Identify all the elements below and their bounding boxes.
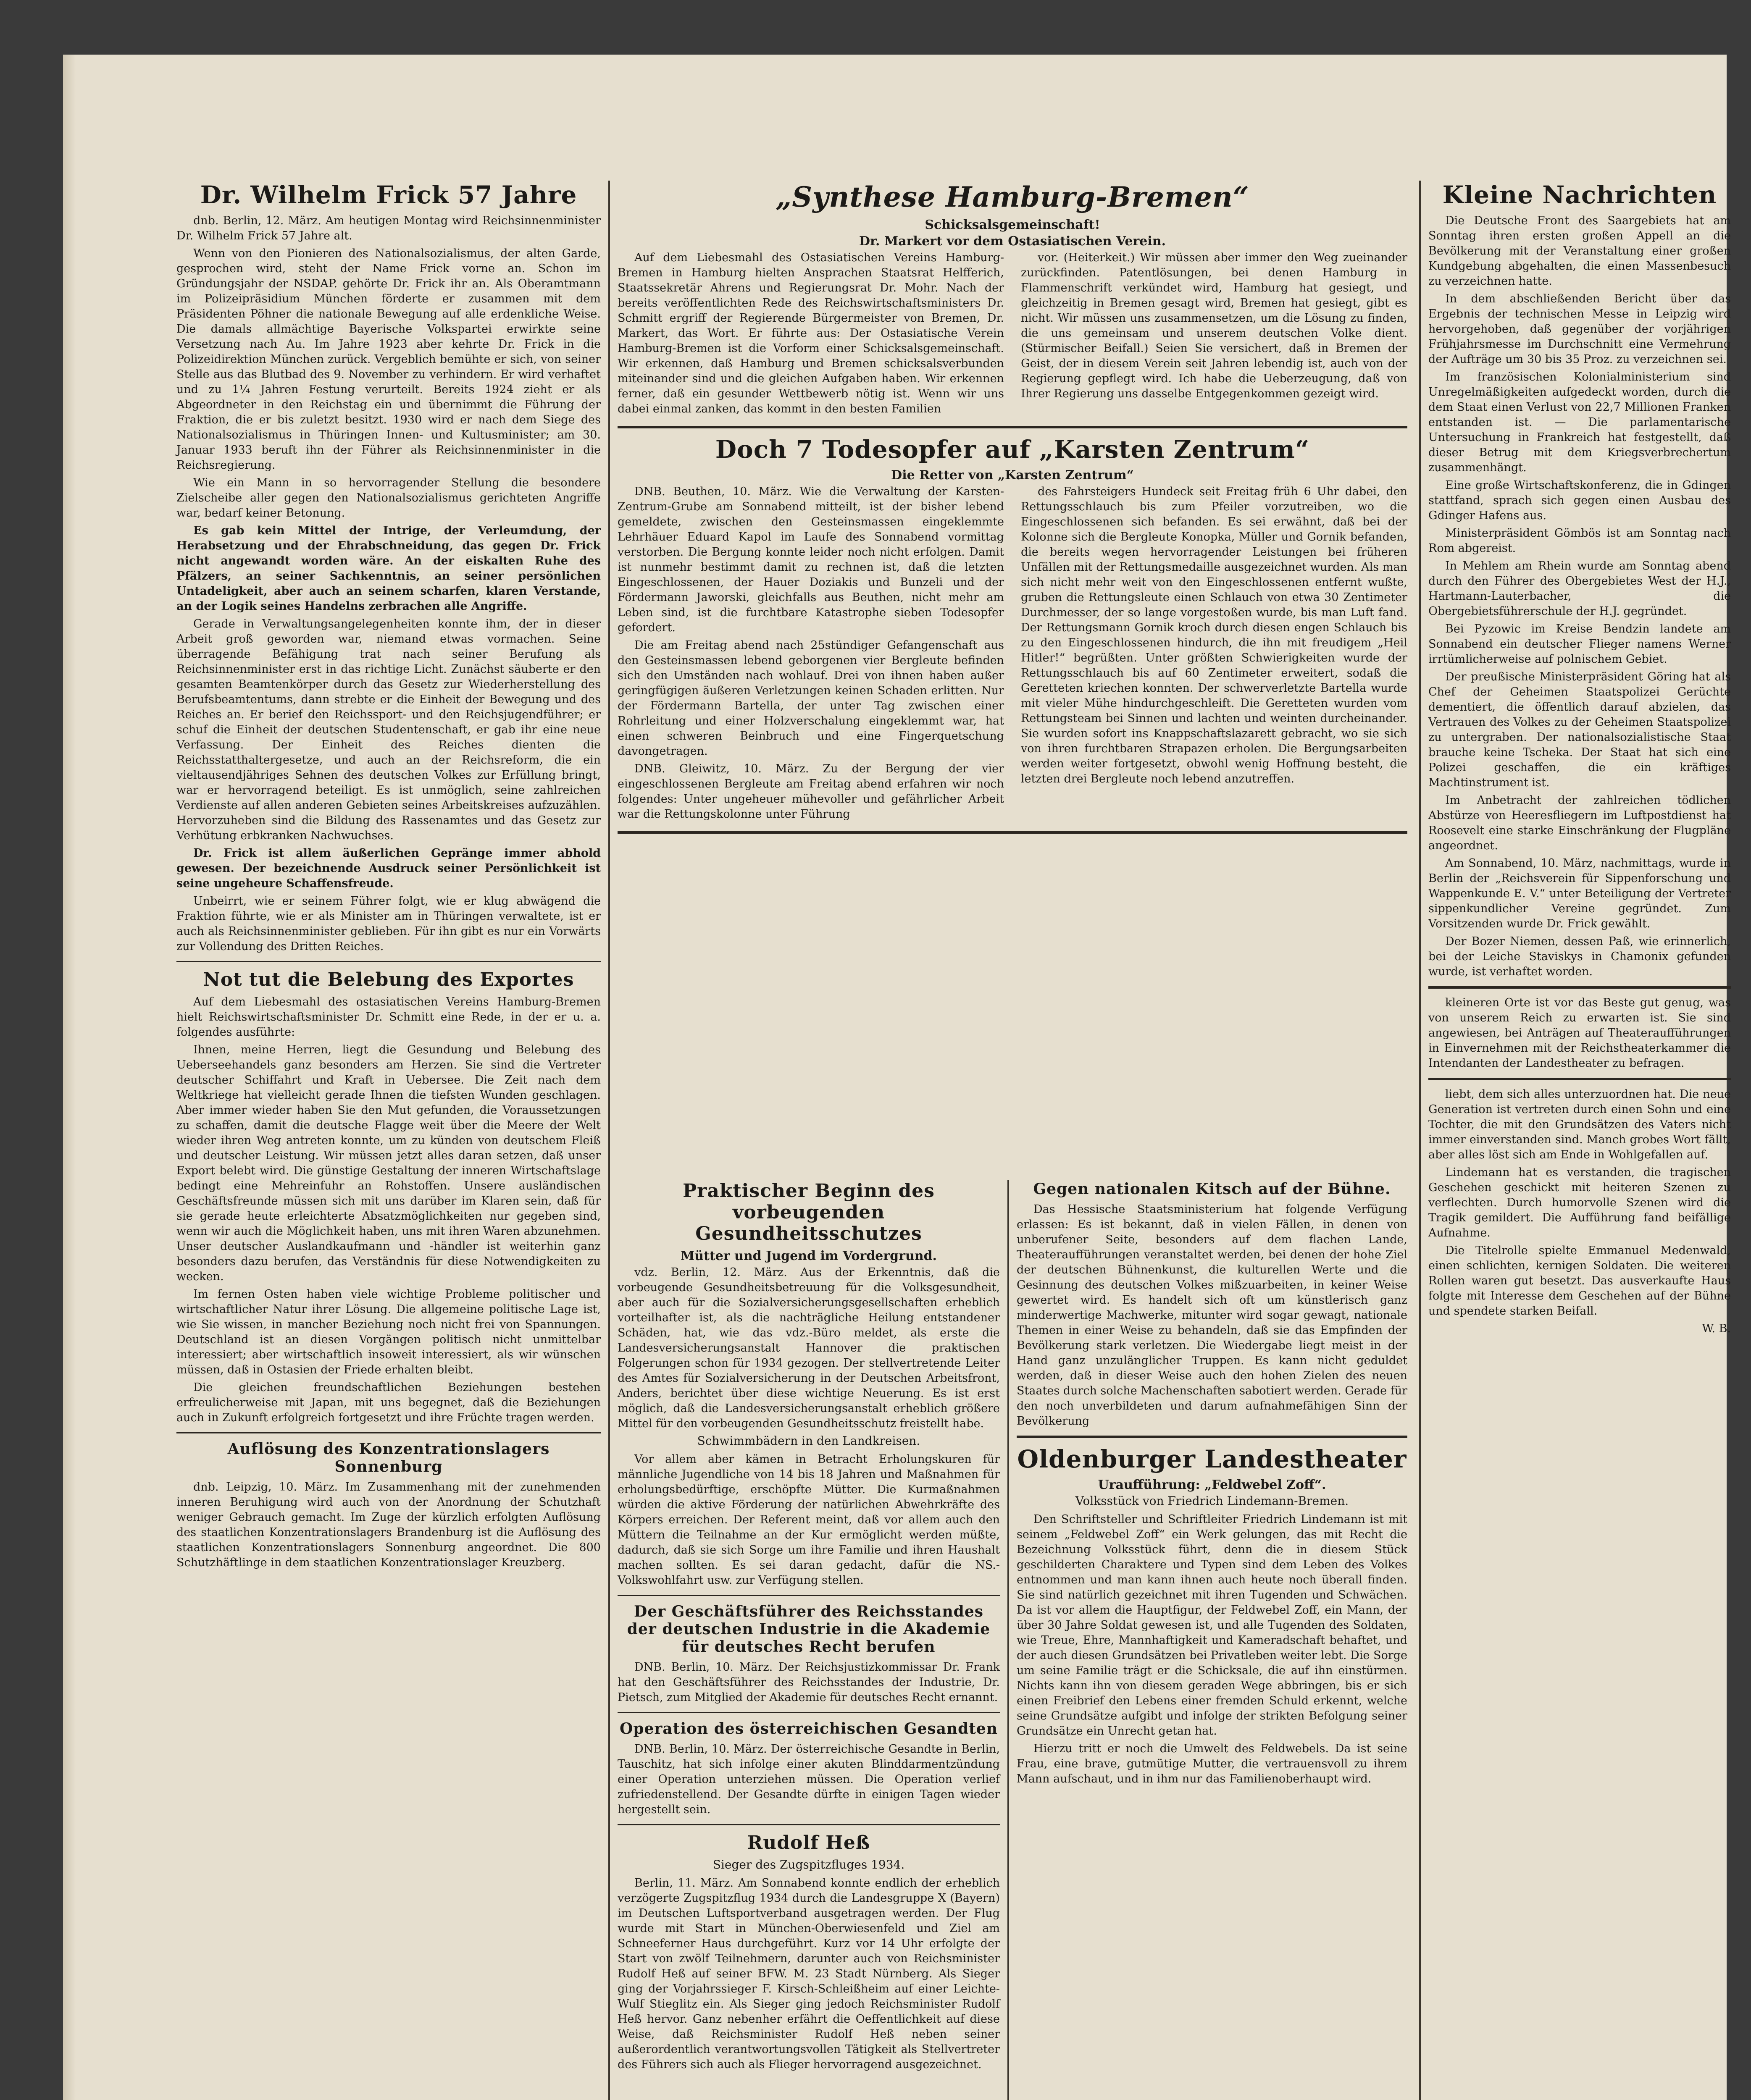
paragraph: Wie ein Mann in so hervorragender Stellung die besondere Zielscheibe aller gegen den Nationalsozialismus gerichteten Angriffe war, bedarf keiner Betonung. — [176, 476, 601, 520]
paragraph: Den Schriftsteller und Schriftleiter Friedrich Lindemann ist mit seinem „Feldwebel Zoff“ ein Werk gelungen, das mit Recht die Bezeichnung Volksstück führt, denn die in diesem Stück geschilderten Charaktere und Typen sind dem Leben des Volkes entnommen und man kann ihnen auch heute noch überall finden. Sie sind natürlich gezeichnet mit ihren Tugenden und Schwächen. Da ist vor allem die Hauptfigur, der Feldwebel Zoff, ein Mann, der über 30 Jahre Soldat gewesen ist, und alle Tugenden des Soldaten, wie Treue, Ehre, Mannhaftigkeit und Kameradschaft behaftet, und der auch diesen Grundsätzen bei Privatleben weiter lebt. Die Sorge um seine Familie trägt er die Schicksale, die auf ihn einstürmen. Nichts kann ihn von diesem geraden Wege abbringen, bis er sich einen Freibrief den Lebens einer fremden Schuld erkennt, welche seine Grundsätze aufgibt und infolge der strikten Befolgung seiner Grundsätze ein Unrecht getan hat. — [1017, 1513, 1407, 1738]
paragraph: In Mehlem am Rhein wurde am Sonntag abend durch den Führer des Obergebietes West der H.J., Hartmann-Lauterbacher, die Obergebietsführerschule der H.J. gegründet. — [1428, 559, 1731, 618]
headline-oldenburg: Oldenburger Landestheater — [1017, 1445, 1407, 1473]
paragraph: Unbeirrt, wie er seinem Führer folgt, wie er klug abwägend die Fraktion führte, wie er als Minister am in Thüringen verwaltete, ist er auch als Reichsinnenminister geblieben. Für ihn gibt es nur ein Vorwärts zur Vollendung des Dritten Reiches. — [176, 895, 601, 953]
signature: W. B. — [1702, 1322, 1731, 1335]
column-rule — [608, 181, 610, 2100]
paragraph: Das Hessische Staatsministerium hat folgende Verfügung erlassen: Es ist bekannt, daß in vielen Fällen, in denen von unberufener Seite, besonders auf dem flachen Lande, Theateraufführungen veranstaltet werden, bei denen der hohe Ziel der deutschen Bühnenkunst, die kulturellen Werte und die Gesinnung des deutschen Volkes mißzuarbeiten, in keiner Weise gewertet wird. Es handelt sich oft um künstlerisch ganz minderwertige Machwerke, mitunter wird sogar gewagt, nationale Themen in einer Weise zu behandeln, daß sie das Empfinden der Bevölkerung stark verletzen. Die Wiedergabe liegt meist in der Hand ganz unzulänglicher Truppen. Es kann nicht geduldet werden, daß in dieser Weise auch den hohen Zielen des neuen Staates durch solche Machenschaften sabotiert werden. Gerade für den noch unverbildeten und darum aufnahmefähigen Sinn der Bevölkerung — [1017, 1203, 1407, 1428]
page-edge — [63, 55, 76, 2100]
divider — [618, 426, 1407, 428]
paragraph: Bei Pyzowic im Kreise Bendzin landete am Sonnabend ein deutscher Flieger namens Werner irrtümlicherweise auf polnischem Gebiet. — [1428, 622, 1731, 666]
column-middle-top — [618, 181, 1407, 1168]
column-right — [1428, 181, 1731, 2100]
paragraph: vor. (Heiterkeit.) Wir müssen aber immer den Weg zueinander zurückfinden. Patentlösungen, bei denen Hamburg in Flammenschrift verkündet wird, Hamburg hat gesiegt, und gleichzeitig in Bremen gesagt wird, Bremen hat gesiegt, gibt es nicht. Wir müssen uns zusammensetzen, um die Lösung zu finden, die uns gemeinsam und unserem deutschen Volke dient. (Stürmischer Beifall.) Seien Sie versichert, daß in Bremen der Geist, der in diesem Verein seit Jahren lebendig ist, auch von der Regierung gepflegt wird. Ich habe die Ueberzeugung, daß von Ihrer Regierung uns dasselbe Entgegenkommen gezeigt wird. — [1021, 251, 1407, 400]
headline-kleine-nachrichten: Kleine Nachrichten — [1442, 181, 1717, 209]
paragraph: Ministerpräsident Gömbös ist am Sonntag nach Rom abgereist. — [1428, 527, 1731, 555]
headline-synthese: „Synthese Hamburg-Bremen“ — [776, 181, 1249, 213]
paragraph: Eine große Wirtschaftskonferenz, die in Gdingen stattfand, sprach sich gegen einen Ausbau des Gdinger Hafens aus. — [1428, 479, 1731, 522]
paragraph: des Fahrsteigers Hundeck seit Freitag früh 6 Uhr dabei, den Rettungsschlauch bis zum Pfeiler vorzutreiben, wo die Eingeschlossenen sich befanden. Es sei erwähnt, daß bei der Kolonne sich die Bergleute Konopka, Müller und Gornik befanden, die bereits wegen hervorragender Leistungen bei früheren Unfällen mit der Rettungsmedaille ausgezeichnet wurden. Als man sich nicht mehr weit von den Eingeschlossenen entfernt wußte, gruben die Rettungsleute einen Schlauch von etwa 30 Zentimeter Durchmesser, der so lange vorgestoßen wurde, bis man Luft fand. Der Rettungsmann Gornik kroch durch diesen engen Schlauch bis zu den Eingeschlossenen hindurch, die ihn mit freudigem „Heil Hitler!“ begrüßten. Unter größten Schwierigkeiten wurde der Rettungsschlauch bis auf 60 Zentimeter erweitert, sodaß die Geretteten kriechen konnten. Der schwerverletzte Bartella wurde mit vieler Mühe hindurchgeschleift. Die Geretteten wurden vom Rettungsteam bei Sinnen und lachten und weinten durcheinander. Sie wurden sofort ins Knappschaftslazarett gebracht, wo sie sich von ihren furchtbaren Strapazen erholen. Die Bergungsarbeiten werden weiter fortgesetzt, obwohl wenig Hoffnung besteht, die letzten drei Bergleute noch lebend anzutreffen. — [1021, 485, 1407, 785]
paragraph: liebt, dem sich alles unterzuordnen hat. Die neue Generation ist vertreten durch einen Sohn und eine Tochter, die mit den Grundsätzen des Vaters nicht immer einverstanden sind. Manch grobes Wort fällt, aber alles löst sich am Ende in Wohlgefallen auf. — [1428, 1088, 1731, 1161]
paragraph: In dem abschließenden Bericht über das Ergebnis der technischen Messe in Leipzig wird hervorgehoben, daß gegenüber der vorjährigen Frühjahrsmesse im Durchschnitt eine Vermehrung der Aufträge um 30 bis 35 Proz. zu verzeichnen sei. — [1428, 292, 1731, 366]
newspaper-page — [63, 55, 1731, 2100]
divider — [1428, 1078, 1731, 1080]
headline-kitsch: Gegen nationalen Kitsch auf der Bühne. — [1033, 1180, 1391, 1198]
divider — [1428, 986, 1731, 989]
headline-frick: Dr. Wilhelm Frick 57 Jahre — [200, 181, 577, 209]
column-rule — [1419, 181, 1421, 2100]
headline-export: Not tut die Belebung des Exportes — [203, 969, 574, 990]
divider — [176, 961, 601, 962]
paragraph: Die Deutsche Front des Saargebiets hat am Sonntag ihren ersten großen Appell an die Bevölkerung mit der Veranstaltung einer großen Kundgebung abgehalten, die einen Massenbesuch zu verzeichnen hatte. — [1428, 214, 1731, 288]
divider — [176, 1432, 601, 1433]
divider — [618, 1824, 1000, 1825]
subheadline: Uraufführung: „Feldwebel Zoff“. — [1098, 1478, 1326, 1492]
subheadline: Die Retter von „Karsten Zentrum“ — [891, 468, 1134, 483]
paragraph: Ihnen, meine Herren, liegt die Gesundung und Belebung des Ueberseehandels ganz besonders am Herzen. Sie sind die Vertreter deutscher Schiffahrt und Kraft in Uebersee. Die Zeit nach dem Weltkriege hat vielleicht gerade Ihnen die tiefsten Wunden geschlagen. Aber immer wieder haben Sie den Mut gefunden, die Voraussetzungen zu schaffen, damit die deutsche Flagge weit über die Meere der Welt wieder ihren Weg antreten konnte, um zu künden von deutschem Fleiß und deutscher Leistung. Wir müssen jetzt alles daran setzen, daß unser Export belebt wird. Die günstige Gestaltung der inneren Wirtschaftslage bedingt eine Mehreinfuhr an Rohstoffen. Unsere ausländischen Geschäftsfreunde müssen sich mit uns darüber im Klaren sein, daß für sie gerade heute erleichterte Absatzmöglichkeiten nur gegeben sind, wenn wir auch die Möglichkeit haben, uns mit ihren Waren abzunehmen. Unser deutscher Auslandkaufmann und -händler ist weiterhin ganz besonders dazu berufen, das Verständnis für diese Notwendigkeiten zu wecken. — [176, 1043, 601, 1283]
paragraph: Die am Freitag abend nach 25stündiger Gefangenschaft aus den Gesteinsmassen lebend geborgenen vier Bergleute befinden sich den Umständen nach wohlauf. Drei von ihnen haben außer geringfügigen äußeren Verletzungen keinen Schaden erlitten. Nur der Fördermann Bartella, der unter Tag zwischen einer Rohrleitung und einer Holzverschalung eingeklemmt war, hat einen schweren Beinbruch und eine Fingerquetschung davongetragen. — [618, 639, 1004, 758]
headline-karsten: Doch 7 Todesopfer auf „Karsten Zentrum“ — [715, 435, 1310, 464]
subheadline: Schwimmbädern in den Landkreisen. — [697, 1434, 920, 1448]
subheadline: Sieger des Zugspitzfluges 1934. — [712, 1858, 905, 1872]
divider — [618, 1595, 1000, 1596]
subheadline: Schicksalsgemeinschaft! — [925, 218, 1100, 232]
headline-hess: Rudolf Heß — [747, 1832, 870, 1853]
column-middle-right — [1017, 1180, 1407, 2100]
divider — [618, 1712, 1000, 1713]
subheadline: Volksstück von Friedrich Lindemann-Bremen. — [1075, 1494, 1349, 1508]
paragraph: Berlin, 11. März. Am Sonnabend konnte endlich der erheblich verzögerte Zugspitzflug 1934 durch die Landesgruppe X (Bayern) im Deutschen Luftsportverband ausgetragen werden. Der Flug wurde mit Start in München-Oberwiesenfeld und Ziel am Schneeferner Haus durchgeführt. Kurz vor 14 Uhr erfolgte der Start von zwölf Teilnehmern, darunter auch von Reichsminister Rudolf Heß auf seiner BFW. M. 23 Stadt Nürnberg. Als Sieger ging der Vorjahrssieger F. Kirsch-Schleißheim auf einer Leichte-Wulf Stieglitz ein. Als Sieger ging jedoch Reichsminister Rudolf Heß hervor. Ganz nebenher erfährt die Oeffentlichkeit auf diese Weise, daß Reichsminister Rudolf Heß neben seiner außerordentlich verantwortungsvollen Tätigkeit als Stellvertreter des Führers sich auch als Flieger hervorragend ausgezeichnet. — [618, 1877, 1000, 2071]
paragraph: vdz. Berlin, 12. März. Aus der Erkenntnis, daß die vorbeugende Gesundheitsbetreuung für die Volksgesundheit, aber auch für die Sozialversicherungsgesellschaften erheblich vorteilhafter ist, als die nachträgliche Heilung entstandener Schäden, hat, wie das vdz.-Büro meldet, als erste die Landesversicherungsanstalt Hannover die praktischen Folgerungen schon für 1934 gezogen. Der stellvertretende Leiter des Amtes für Sozialversicherung in der Deutschen Arbeitsfront, Anders, berichtet über diese wichtige Neuerung. Es ist erst möglich, daß die Landesversicherungsanstalt erheblich größere Mittel für den vorbeugenden Gesundheitsschutz freistellt habe. — [618, 1266, 1000, 1430]
headline-geschaeftsfuehrer: Der Geschäftsführer des Reichsstandes der deutschen Industrie in die Akademie für deutsches Recht berufen — [627, 1603, 991, 1656]
paragraph: Die gleichen freundschaftlichen Beziehungen bestehen erfreulicherweise mit Japan, mit uns begegnet, daß die Beziehungen auch in Zukunft erfolgreich fortgesetzt und ihre Früchte tragen werden. — [176, 1381, 601, 1424]
divider — [1017, 1436, 1407, 1438]
column-rule — [1007, 1180, 1009, 2100]
paragraph: Der Bozer Niemen, dessen Paß, wie erinnerlich, bei der Leiche Staviskys in Chamonix gefunden wurde, ist verhaftet worden. — [1428, 935, 1731, 978]
paragraph: kleineren Orte ist vor das Beste gut genug, was von unserem Reich zu erwarten ist. Sie sind angewiesen, bei Anträgen auf Theateraufführungen in Einvernehmen mit der Reichstheaterkammer die Intendanten der Landestheater zu befragen. — [1428, 996, 1731, 1070]
paragraph: DNB. Gleiwitz, 10. März. Zu der Bergung der vier eingeschlossenen Bergleute am Freitag abend erfahren wir noch folgendes: Unter ungeheuer mühevoller und gefährlicher Arbeit war die Rettungskolonne unter Führung — [618, 762, 1004, 821]
paragraph: DNB. Beuthen, 10. März. Wie die Verwaltung der Karsten-Zentrum-Grube am Sonnabend mitteilt, ist der bisher lebend gemeldete, zwischen den Gesteinsmassen eingeklemmte Lehrhäuer Eduard Kapol im Laufe des Sonnabend vormittag verstorben. Die Bergung konnte leider noch nicht erfolgen. Damit ist nunmehr bestimmt damit zu rechnen ist, daß die letzten Eingeschlossenen, der Hauer Doziakis und Bunzeli und der Fördermann Jaworski, gleichfalls aus Beuthen, nicht mehr am Leben sind, ist die furchtbare Katastrophe sieben Todesopfer gefordert. — [618, 485, 1004, 634]
paragraph: Vor allem aber kämen in Betracht Erholungskuren für männliche Jugendliche von 14 bis 18 Jahren und Maßnahmen für erholungsbedürftige, erschöpfte Mütter. Die Kurmaßnahmen würden die aktive Förderung der natürlichen Abwehrkräfte des Körpers erreichen. Der Referent meint, daß vor allem auch den Müttern die Teilnahme an der Kur ermöglicht werden müßte, dadurch, daß sie sich Sorge um ihre Familie und ihren Haushalt machen sollten. Es sei daran gedacht, dafür die NS.-Volkswohlfahrt usw. zur Verfügung stellen. — [618, 1453, 1000, 1587]
paragraph: Auf dem Liebesmahl des Ostasiatischen Vereins Hamburg-Bremen in Hamburg hielten Ansprachen Staatsrat Helfferich, Staatssekretär Ahrens und Regierungsrat Dr. Mohr. Nach der bereits veröffentlichten Rede des Reichswirtschaftsministers Dr. Schmitt ergriff der Regierende Bürgermeister von Bremen, Dr. Markert, das Wort. Er führte aus: Der Ostasiatische Verein Hamburg-Bremen ist die Vorform einer Schicksalsgemeinschaft. Wir erkennen, daß Hamburg und Bremen schicksalsverbunden miteinander sind und die gleichen Aufgaben haben. Wir erkennen ferner, daß ein gesunder Wettbewerb nötig ist. Wenn wir uns dabei einmal zanken, das kommt in den besten Familien — [618, 251, 1004, 415]
paragraph: Im Anbetracht der zahlreichen tödlichen Abstürze von Heeresfliegern im Luftpostdienst hat Roosevelt eine starke Einschränkung der Flugpläne angeordnet. — [1428, 794, 1731, 852]
headline-sonnenburg: Auflösung des Konzentrationslagers Sonnenburg — [227, 1440, 550, 1475]
paragraph: Hierzu tritt er noch die Umwelt des Feldwebels. Da ist seine Frau, eine brave, gutmütige Mutter, die vertrauensvoll zu ihrem Mann aufschaut, und in ihm nur das Familienoberhaupt wird. — [1017, 1742, 1407, 1785]
paragraph: Dr. Frick ist allem äußerlichen Gepränge immer abhold gewesen. Der bezeichnende Ausdruck seiner Persönlichkeit ist seine ungeheure Schaffensfreude. — [176, 847, 601, 890]
paragraph: Im französischen Kolonialministerium sind Unregelmäßigkeiten aufgedeckt worden, durch die dem Staat einen Verlust von 22,7 Millionen Franken entstanden ist. — Die parlamentarische Untersuchung in Frankreich hat festgestellt, daß dieser Betrug mit dem Kriegsverbrechertum zusammenhängt. — [1428, 370, 1731, 474]
paragraph: Gerade in Verwaltungsangelegenheiten konnte ihm, der in dieser Arbeit groß geworden war, niemand etwas vormachen. Seine überragende Befähigung trat nach seiner Berufung als Reichsinnenminister erst in das richtige Licht. Zunächst säuberte er den gesamten Beamtenkörper durch das Gesetz zur Wiederherstellung des Berufsbeamtentums, dann strebte er die Einheit der Bewegung und des Reiches an. Er berief den Reichssport- und den Reichsjugendführer; er schuf die Einheit der deutschen Studentenschaft, er gab ihr eine neue Verfassung. Der Einheit des Reiches dienten die Reichsstatthaltergesetze, und auch an der Reichsreform, die ein vieltausendjähriges Sehnen des deutschen Volkes zur Erfüllung bringt, war er hervorragend beteiligt. Es ist unmöglich, seine zahlreichen Verdienste auf allen anderen Gebieten seines Arbeitskreises aufzuzählen. Hervorzuheben sind die Bildung des Rassenamtes und das Gesetz zur Verhütung erbkranken Nachwuchses. — [176, 617, 601, 842]
paragraph: Im fernen Osten haben viele wichtige Probleme politischer und wirtschaftlicher Natur ihrer Lösung. Die allgemeine politische Lage ist, wie Sie wissen, in mancher Beziehung noch nicht frei von Spannungen. Deutschland ist an diesen Vorgängen politisch nicht unmittelbar interessiert; aber wirtschaftlich insoweit interessiert, als wir wünschen müssen, daß in Ostasien der Friede erhalten bleibt. — [176, 1288, 601, 1376]
paragraph: DNB. Berlin, 10. März. Der österreichische Gesandte in Berlin, Tauschitz, hat sich infolge einer akuten Blinddarmentzündung einer Operation unterziehen müssen. Die Operation verlief zufriedenstellend. Der Gesandte dürfte in einigen Tagen wieder hergestellt sein. — [618, 1743, 1000, 1816]
headline-gesandter: Operation des österreichischen Gesandten — [620, 1720, 998, 1738]
subheadline: Dr. Markert vor dem Ostasiatischen Verein. — [859, 234, 1166, 249]
paragraph: Wenn von den Pionieren des Nationalsozialismus, der alten Garde, gesprochen wird, steht der Name Frick vorne an. Schon im Gründungsjahr der NSDAP. gehörte Dr. Frick ihr an. Als Oberamtmann im Polizeipräsidium München förderte er zusammen mit dem Präsidenten Pöhner die nationale Bewegung auf alle erdenkliche Weise. Die damals allmächtige Bayerische Volkspartei erwirkte seine Versetzung nach Au. Im Jahre 1923 aber kehrte Dr. Frick in die Polizeidirektion München zurück. Vergeblich bemühte er sich, von seiner Stelle aus das Blutbad des 9. November zu verhindern. Er wird verhaftet und zu 1¼ Jahren Festung verurteilt. Bereits 1924 zieht er als Abgeordneter in den Reichstag ein und übernimmt die Führung der Fraktion, die er bis zuletzt besitzt. 1930 wird er nach dem Siege des Nationalsozialismus in Thüringen Innen- und Kultusminister; am 30. Januar 1933 beruft ihn der Führer als Reichsinnenminister in die Reichsregierung. — [176, 247, 601, 472]
headline-gesundheit: Praktischer Beginn des vorbeugenden Gesundheitsschutzes — [683, 1180, 935, 1244]
paragraph: dnb. Berlin, 12. März. Am heutigen Montag wird Reichsinnenminister Dr. Wilhelm Frick 57 Jahre alt. — [176, 214, 601, 242]
column-middle-left — [618, 1180, 1000, 2100]
paragraph: Am Sonnabend, 10. März, nachmittags, wurde in Berlin der „Reichsverein für Sippenforschung und Wappenkunde E. V.“ unter Beteiligung der Vertreter sippenkundlicher Vereine gegründet. Zum Vorsitzenden wurde Dr. Frick gewählt. — [1428, 857, 1731, 930]
paragraph: Auf dem Liebesmahl des ostasiatischen Vereins Hamburg-Bremen hielt Reichswirtschaftsminister Dr. Schmitt eine Rede, in der er u. a. folgendes ausführte: — [176, 995, 601, 1039]
paragraph: dnb. Leipzig, 10. März. Im Zusammenhang mit der zunehmenden inneren Beruhigung wird auch von der Anordnung der Schutzhaft weniger Gebrauch gemacht. Im Zuge der kürzlich erfolgten Auflösung des staatlichen Konzentrationslagers Brandenburg ist die Auflösung des staatlichen Konzentrationslagers Sonnenburg angeordnet. Die 800 Schutzhäftlinge in dem staatlichen Konzentrationslager Kreuzberg. — [176, 1480, 601, 1569]
column-left — [176, 181, 601, 2100]
paragraph: Es gab kein Mittel der Intrige, der Verleumdung, der Herabsetzung und der Ehrabschneidung, das gegen Dr. Frick nicht angewandt worden wäre. An der eiskalten Ruhe des Pfälzers, an seiner Sachkenntnis, an seiner persönlichen Untadeligkeit, aber auch an seinem scharfen, klaren Verstande, an der Logik seines Handelns zerbrachen alle Angriffe. — [176, 524, 601, 613]
paragraph: Der preußische Ministerpräsident Göring hat als Chef der Geheimen Staatspolizei Gerüchte dementiert, die öffentlich darauf abzielen, das Vertrauen des Volkes zu der Geheimen Staatspolizei zu untergraben. Der nationalsozialistische Staat brauche keine Tscheka. Der Staat hat sich eine Polizei geschaffen, die ein kräftiges Machtinstrument ist. — [1428, 670, 1731, 789]
subheadline: Mütter und Jugend im Vordergrund. — [680, 1249, 937, 1263]
paragraph: Die Titelrolle spielte Emmanuel Medenwald, einen schlichten, kernigen Soldaten. Die weiteren Rollen waren gut besetzt. Das ausverkaufte Haus folgte mit Interesse dem Geschehen auf der Bühne und spendete starken Beifall. — [1428, 1244, 1731, 1318]
paragraph: Lindemann hat es verstanden, die tragischen Geschehen geschickt mit heiteren Szenen zu verflechten. Durch humorvolle Szenen wird die Tragik gemildert. Die Aufführung fand beifällige Aufnahme. — [1428, 1166, 1731, 1239]
paragraph: DNB. Berlin, 10. März. Der Reichsjustizkommissar Dr. Frank hat den Geschäftsführer des Reichsstandes der Industrie, Dr. Pietsch, zum Mitglied der Akademie für deutsches Recht ernannt. — [618, 1661, 1000, 1704]
divider — [618, 831, 1407, 834]
